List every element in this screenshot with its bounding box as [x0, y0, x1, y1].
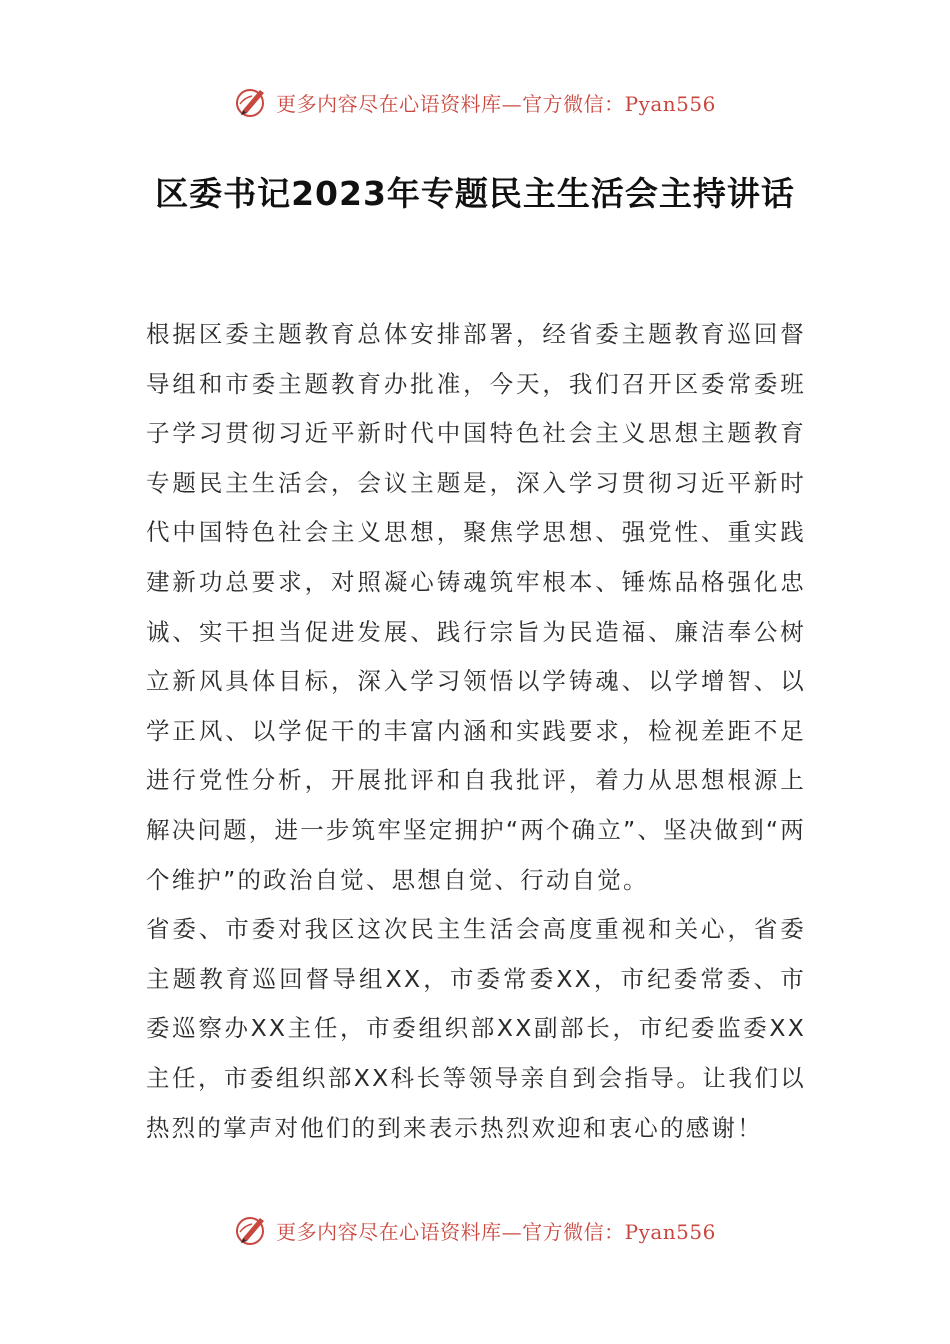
watermark-header: [0, 80, 950, 124]
pen-logo-icon: [234, 1212, 270, 1248]
watermark-footer: [0, 1208, 950, 1252]
watermark-text: 更多内容尽在心语资料库—官方微信：Pyan556: [276, 91, 716, 116]
watermark-text: 更多内容尽在心语资料库—官方微信：Pyan556: [276, 1219, 716, 1244]
paragraph-1: 根据区委主题教育总体安排部署，经省委主题教育巡回督导组和市委主题教育办批准，今天，我们召开区委常委班子学习贯彻习近平新时代中国特色社会主义思想主题教育专题民主生活会，会议主题是，深入学习贯彻习近平新时代中国特色社会主义思想，聚焦学思想、强党性、重实践建新功总要求，对照凝心铸魂筑牢根本、锤炼品格强化忠诚、实干担当促进发展、践行宗旨为民造福、廉洁奉公树立新风具体目标，深入学习领悟以学铸魂、以学增智、以学正风、以学促干的丰富内涵和实践要求，检视差距不足进行党性分析，开展批评和自我批评，着力从思想根源上解决问题，进一步筑牢坚定拥护“两个确立”、坚决做到“两个维护”的政治自觉、思想自觉、行动自觉。: [146, 320, 806, 894]
paragraph-2: 省委、市委对我区这次民主生活会高度重视和关心，省委主题教育巡回督导组XX，市委常委XX，市纪委常委、市委巡察办XX主任，市委组织部XX副部长，市纪委监委XX主任，市委组织部XX科长等领导亲自到会指导。让我们以热烈的掌声对他们的到来表示热烈欢迎和衷心的感谢！: [146, 915, 806, 1142]
pen-logo-icon: [234, 84, 270, 120]
document-title: 区委书记2023年专题民主生活会主持讲话: [155, 174, 795, 213]
document-body: [146, 310, 806, 1153]
